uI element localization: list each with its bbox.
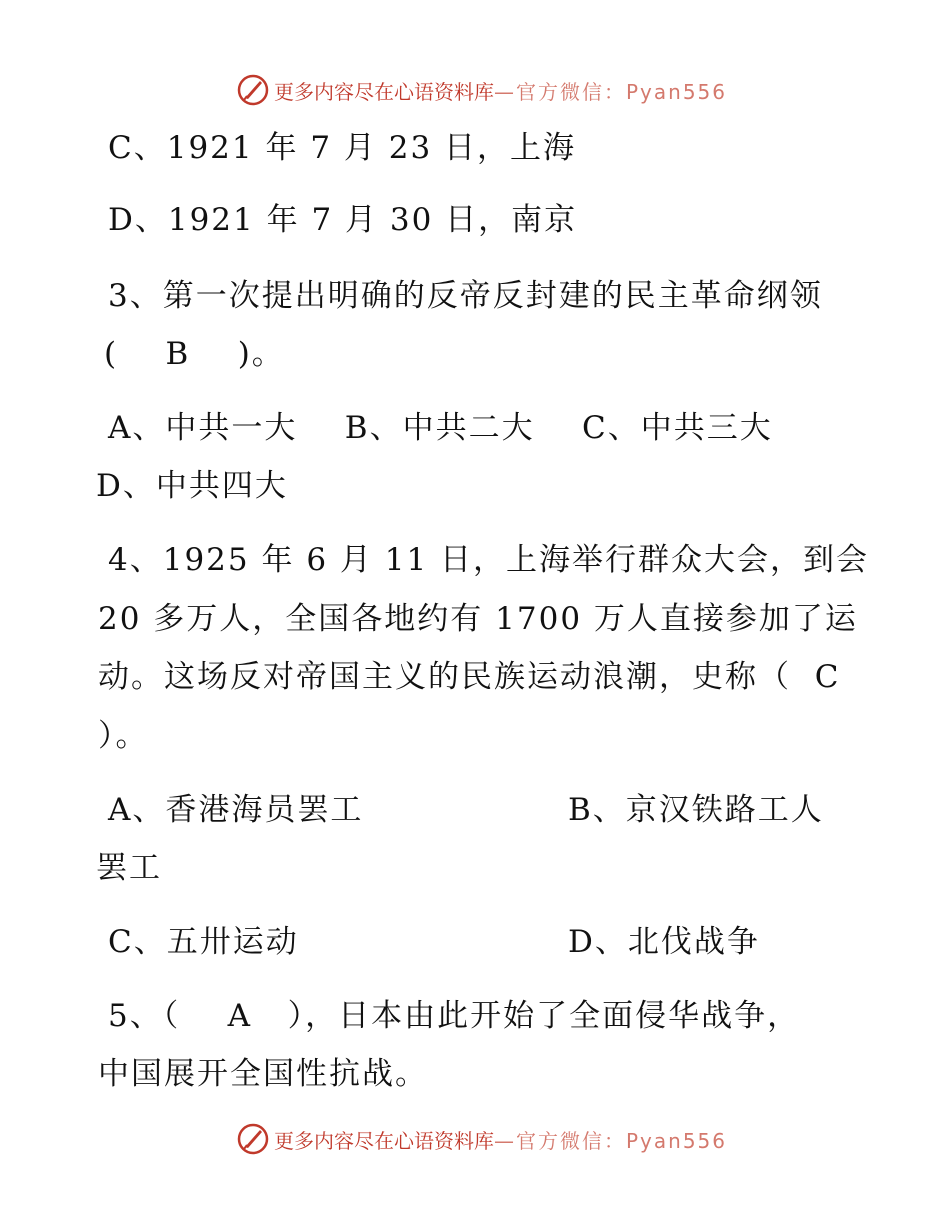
question-3-option-d: D、中共四大	[96, 468, 288, 504]
watermark-suffix-text: —官方微信：Pyan556	[494, 1128, 728, 1153]
question-5-line-2: 中国展开全国性抗战。	[98, 1056, 428, 1092]
question-4-line-2: 20 多万人，全国各地约有 1700 万人直接参加了运	[98, 601, 858, 637]
question-5-line-1: 5、（ A ），日本由此开始了全面侵华战争，	[108, 998, 801, 1034]
watermark-suffix-text: —官方微信：Pyan556	[494, 79, 728, 104]
question-4-option-b-cont: 罢工	[96, 850, 162, 886]
quill-logo-icon	[236, 73, 270, 107]
watermark-main-text: 更多内容尽在心语资料库	[274, 1128, 494, 1153]
option-d-line: D、1921 年 7 月 30 日，南京	[108, 202, 578, 238]
question-3-options: A、中共一大 B、中共二大 C、中共三大	[108, 410, 773, 446]
watermark-footer	[236, 1121, 727, 1157]
question-4-line-1: 4、1925 年 6 月 11 日，上海举行群众大会，到会	[108, 542, 870, 578]
question-4-line-4: ）。	[98, 718, 149, 754]
watermark-main-text: 更多内容尽在心语资料库	[274, 79, 494, 104]
question-3-answer: ( B )。	[104, 336, 285, 372]
question-3-stem: 3、第一次提出明确的反帝反封建的民主革命纲领	[108, 278, 823, 314]
question-4-option-b: B、京汉铁路工人	[568, 792, 824, 828]
question-4-option-a: A、香港海员罢工	[108, 792, 364, 828]
quill-logo-icon	[236, 1122, 270, 1156]
question-4-line-3: 动。这场反对帝国主义的民族运动浪潮，史称（ C	[98, 659, 841, 695]
question-4-option-c: C、五卅运动	[108, 924, 299, 960]
question-4-option-d: D、北伐战争	[568, 924, 760, 960]
option-c-line: C、1921 年 7 月 23 日，上海	[108, 130, 577, 166]
watermark-header	[236, 72, 727, 108]
